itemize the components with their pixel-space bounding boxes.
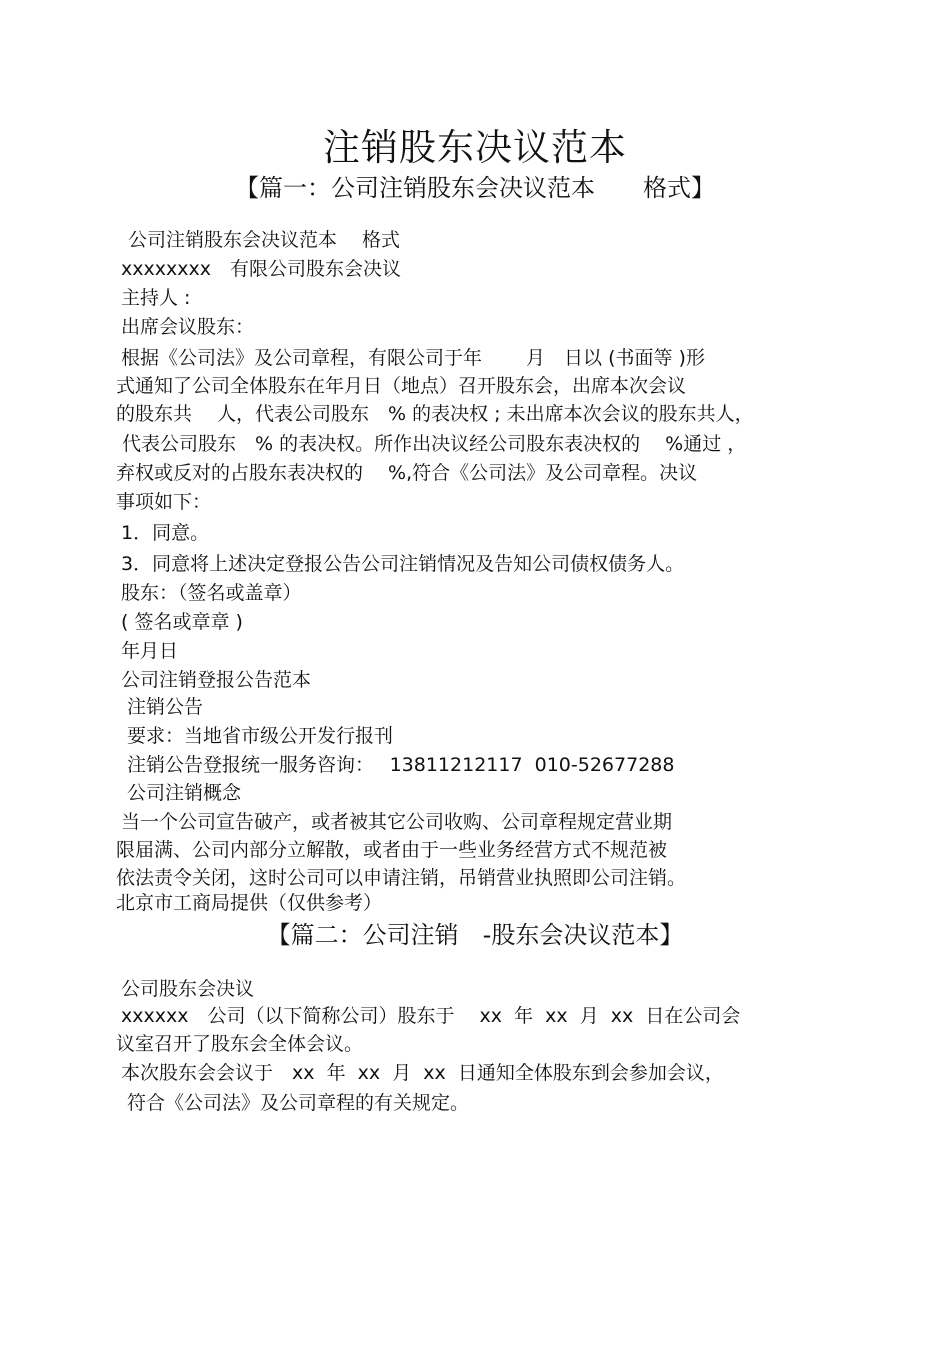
p1-line-7: 的股东共 人，代表公司股东 % 的表决权 ; 未出席本次会议的股东共人， — [116, 403, 754, 425]
p1-line-21: 当一个公司宣告破产，或者被其它公司收购、公司章程规定营业期 — [121, 811, 673, 833]
p1-line-5: 根据《公司法》及公司章程，有限公司于年 月 日以 (书面等 )形 — [121, 347, 705, 369]
p2-line-5: 符合《公司法》及公司章程的有关规定。 — [121, 1092, 470, 1114]
p1-line-14: ( 签名或章章 ) — [121, 611, 243, 633]
p1-line-9: 弃权或反对的占股东表决权的 %,符合《公司法》及公司章程。决议 — [116, 462, 698, 484]
p1-line-2: xxxxxxxx 有限公司股东会决议 — [121, 258, 401, 280]
p1-line-10: 事项如下： — [116, 491, 212, 513]
p1-line-3: 主持人 : — [121, 287, 191, 309]
p1-line-18: 要求：当地省市级公开发行报刊 — [121, 725, 394, 747]
document-title: 注销股东决议范本 — [323, 126, 627, 169]
p1-line-24: 北京市工商局提供（仅供参考） — [116, 892, 383, 914]
p2-line-1: 公司股东会决议 — [121, 978, 255, 1000]
p1-line-11: 1．同意。 — [121, 522, 210, 544]
p1-line-15: 年月日 — [121, 640, 179, 662]
p2-line-4: 本次股东会会议于 xx 年 xx 月 xx 日通知全体股东到会参加会议， — [121, 1062, 724, 1084]
p1-line-20: 公司注销概念 — [121, 782, 242, 804]
p2-line-2: xxxxxx 公司（以下简称公司）股东于 xx 年 xx 月 xx 日在公司会 — [121, 1005, 741, 1027]
p1-line-17: 注销公告 — [121, 696, 204, 718]
p1-line-23: 依法责令关闭，这时公司可以申请注销，吊销营业执照即公司注销。 — [116, 867, 687, 889]
p1-line-4: 出席会议股东： — [121, 316, 255, 338]
p1-line-12: 3．同意将上述决定登报公告公司注销情况及告知公司债权债务人。 — [121, 553, 685, 575]
part2-heading: 【篇二：公司注销 -股东会决议范本】 — [266, 921, 684, 949]
p1-line-1: 公司注销股东会决议范本 格式 — [128, 229, 401, 251]
p1-line-6: 式通知了公司全体股东在年月日（地点）召开股东会，出席本次会议 — [116, 375, 687, 397]
p1-line-13: 股东：（签名或盖章） — [121, 582, 302, 604]
p1-line-19: 注销公告登报统一服务咨询： 13811212117 010-52677288 — [121, 754, 675, 776]
part1-heading: 【篇一：公司注销股东会决议范本 格式】 — [235, 174, 715, 202]
p1-line-16: 公司注销登报公告范本 — [121, 669, 312, 691]
p2-line-3: 议室召开了股东会全体会议。 — [116, 1033, 364, 1055]
p1-line-8: 代表公司股东 % 的表决权。所作出决议经公司股东表决权的 %通过 ， — [116, 433, 747, 455]
p1-line-22: 限届满、公司内部分立解散，或者由于一些业务经营方式不规范被 — [116, 839, 668, 861]
